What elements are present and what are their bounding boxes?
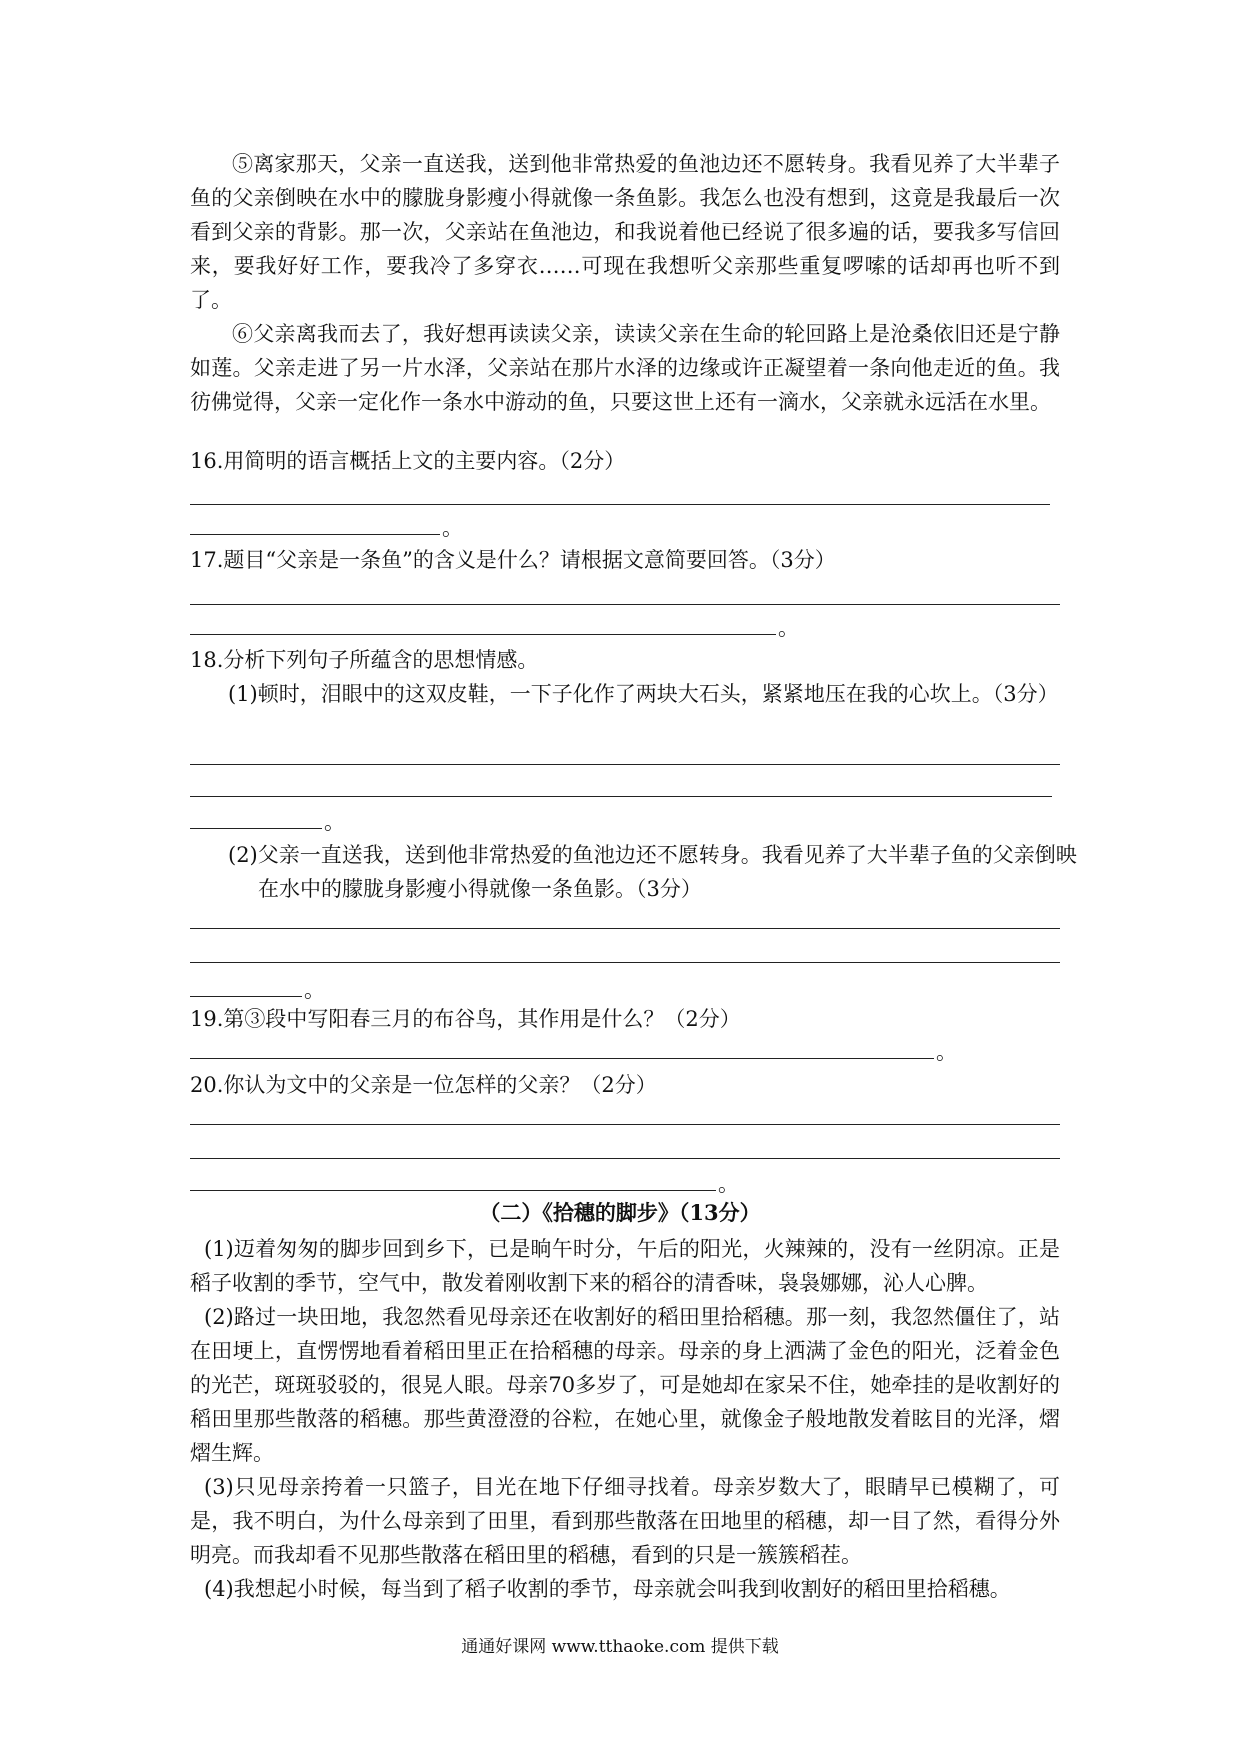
period-mark: 。 — [324, 810, 345, 834]
answer-line — [190, 764, 1060, 765]
answer-line — [190, 962, 1060, 963]
section-heading: （二）《拾穗的脚步》（13分） — [479, 1200, 761, 1225]
answer-line — [190, 828, 322, 829]
answer-line — [190, 534, 440, 535]
question-19: 19.第③段中写阳春三月的布谷鸟，其作用是什么？（2分） — [190, 1007, 741, 1031]
answer-line — [190, 604, 1060, 605]
period-mark: 。 — [442, 516, 463, 540]
section-2-passage — [190, 1232, 1060, 1606]
paragraph-5: ⑤离家那天，父亲一直送我，送到他非常热爱的鱼池边还不愿转身。我看见养了大半辈子鱼的父亲倒映在水中的朦胧身影瘦小得就像一条鱼影。我怎么也没有想到，这竟是我最后一次看到父亲的背影。那一次，父亲站在鱼池边，和我说着他已经说了很多遍的话，要我多写信回来，要我好好工作，要我冷了多穿衣……可现在我想听父亲那些重复啰嗦的话却再也听不到了。 — [190, 152, 1060, 312]
answer-line — [190, 1158, 1060, 1159]
question-20: 20.你认为文中的父亲是一位怎样的父亲？（2分） — [190, 1073, 657, 1097]
period-mark: 。 — [778, 616, 799, 640]
answer-line — [190, 1124, 1060, 1125]
answer-line — [190, 634, 776, 635]
answer-line — [190, 1058, 934, 1059]
section-2-paragraph-3: (3)只见母亲挎着一只篮子，目光在地下仔细寻找着。母亲岁数大了，眼睛早已模糊了，可是，我不明白，为什么母亲到了田里，看到那些散落在田地里的稻穗，却一目了然，看得分外明亮。而我却看不见那些散落在稻田里的稻穗，看到的只是一簇簇稻茬。 — [190, 1475, 1060, 1567]
question-18-2: (2)父亲一直送我，送到他非常热爱的鱼池边还不愿转身。我看见养了大半辈子鱼的父亲倒映在水中的朦胧身影瘦小得就像一条鱼影。（3分） — [228, 843, 1077, 901]
period-mark: 。 — [936, 1040, 957, 1064]
answer-line — [190, 504, 1050, 505]
section-2-paragraph-2: (2)路过一块田地，我忽然看见母亲还在收割好的稻田里拾稻穗。那一刻，我忽然僵住了，站在田埂上，直愣愣地看着稻田里正在拾稻穗的母亲。母亲的身上洒满了金色的阳光，泛着金色的光芒，斑斑驳驳的，很晃人眼。母亲70多岁了，可是她却在家呆不住，她牵挂的是收割好的稻田里那些散落的稻穗。那些黄澄澄的谷粒，在她心里，就像金子般地散发着眩目的光泽，熠熠生辉。 — [190, 1305, 1060, 1465]
answer-line — [190, 1190, 716, 1191]
question-18-1: (1)顿时，泪眼中的这双皮鞋，一下子化作了两块大石头，紧紧地压在我的心坎上。（3分） — [228, 682, 1059, 706]
answer-line — [190, 928, 1060, 929]
period-mark: 。 — [718, 1172, 739, 1196]
paragraph-6: ⑥父亲离我而去了，我好想再读读父亲，读读父亲在生命的轮回路上是沧桑依旧还是宁静如莲。父亲走进了另一片水泽，父亲站在那片水泽的边缘或许正凝望着一条向他走近的鱼。我彷佛觉得，父亲一定化作一条水中游动的鱼，只要这世上还有一滴水，父亲就永远活在水里。 — [190, 322, 1060, 414]
passage — [190, 147, 1060, 419]
question-16: 16.用简明的语言概括上文的主要内容。（2分） — [190, 449, 626, 473]
period-mark: 。 — [304, 978, 325, 1002]
question-18: 18.分析下列句子所蕴含的思想情感。 — [190, 648, 539, 672]
answer-line — [190, 996, 302, 997]
footer-text: 通通好课网 www.tthaoke.com 提供下载 — [461, 1637, 779, 1657]
answer-line — [190, 796, 1052, 797]
question-17: 17.题目“父亲是一条鱼”的含义是什么？请根据文意简要回答。（3分） — [190, 548, 836, 572]
section-2-paragraph-1: (1)迈着匆匆的脚步回到乡下，已是晌午时分，午后的阳光，火辣辣的，没有一丝阴凉。正是稻子收割的季节，空气中，散发着刚收割下来的稻谷的清香味，袅袅娜娜，沁人心脾。 — [190, 1237, 1060, 1295]
section-2-paragraph-4: (4)我想起小时候，每当到了稻子收割的季节，母亲就会叫我到收割好的稻田里拾稻穗。 — [204, 1577, 1011, 1601]
